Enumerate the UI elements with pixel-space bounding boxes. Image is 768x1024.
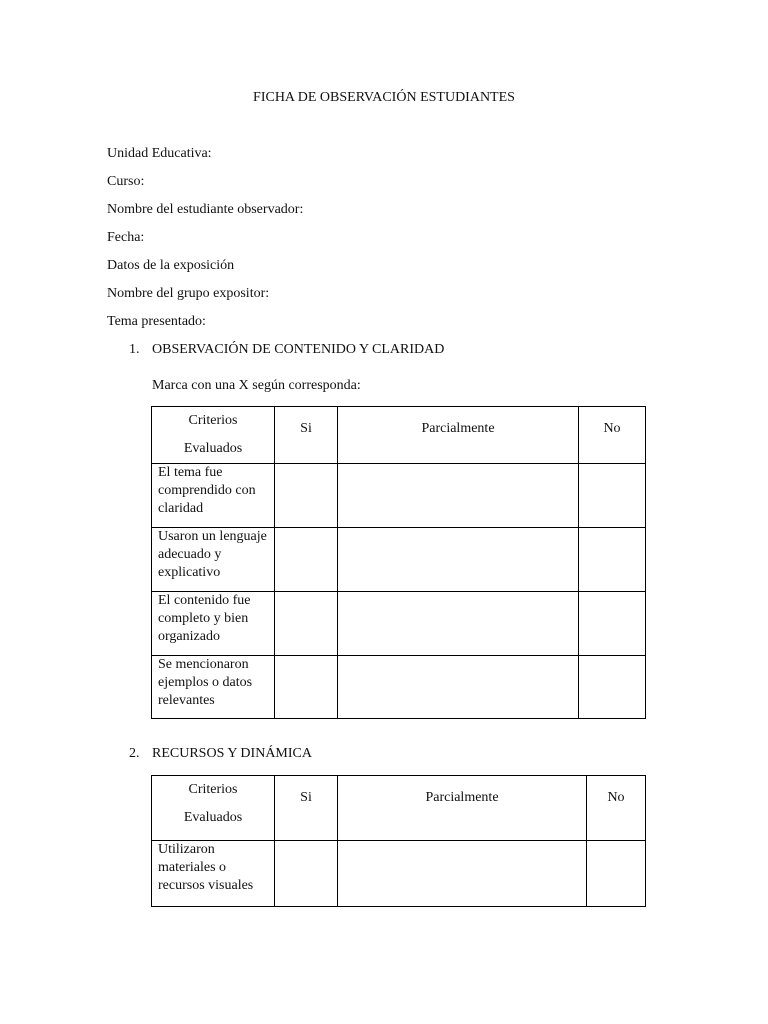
cell-no[interactable]	[579, 464, 646, 528]
section-1-table	[151, 406, 646, 719]
criterion-label: Usaron un lenguaje adecuado y explicativo	[152, 528, 275, 592]
header-si: Si	[275, 407, 338, 464]
field-grupo-expositor: Nombre del grupo expositor:	[107, 286, 270, 301]
table-header-row	[152, 776, 646, 841]
header-criterios-line2: Evaluados	[183, 441, 243, 456]
header-parcialmente: Parcialmente	[338, 407, 579, 464]
section-2-heading	[129, 746, 312, 762]
cell-parcialmente[interactable]	[338, 528, 579, 592]
table-row	[152, 656, 646, 719]
cell-parcialmente[interactable]	[338, 592, 579, 656]
section-2-number: 2.	[129, 746, 140, 761]
header-parcialmente: Parcialmente	[338, 776, 587, 841]
section-1-number: 1.	[129, 342, 140, 357]
field-curso: Curso:	[107, 174, 145, 189]
criterion-label: El contenido fue completo y bien organizado	[152, 592, 275, 656]
section-1-title: OBSERVACIÓN DE CONTENIDO Y CLARIDAD	[152, 342, 445, 357]
cell-parcialmente[interactable]	[338, 841, 587, 907]
header-criterios	[152, 776, 275, 841]
cell-parcialmente[interactable]	[338, 656, 579, 719]
section-2-title: RECURSOS Y DINÁMICA	[152, 746, 312, 761]
table-row	[152, 464, 646, 528]
section-1-heading	[129, 342, 444, 358]
section-1-instruction: Marca con una X según corresponda:	[152, 378, 361, 393]
table-header-row	[152, 407, 646, 464]
header-no: No	[579, 407, 646, 464]
field-fecha: Fecha:	[107, 230, 145, 245]
header-si: Si	[275, 776, 338, 841]
header-criterios-line1: Criterios	[188, 413, 238, 428]
criterion-label: Utilizaron materiales o recursos visuales	[152, 841, 275, 907]
table-row	[152, 592, 646, 656]
criterion-label: El tema fue comprendido con claridad	[152, 464, 275, 528]
header-criterios-line2: Evaluados	[183, 810, 243, 825]
cell-no[interactable]	[579, 592, 646, 656]
table-row	[152, 528, 646, 592]
cell-no[interactable]	[579, 656, 646, 719]
header-criterios-line1: Criterios	[188, 782, 238, 797]
cell-si[interactable]	[275, 841, 338, 907]
field-tema-presentado: Tema presentado:	[107, 314, 206, 329]
table-row	[152, 841, 646, 907]
field-datos-exposicion: Datos de la exposición	[107, 258, 235, 273]
criterion-label: Se mencionaron ejemplos o datos relevantes	[152, 656, 275, 719]
cell-si[interactable]	[275, 656, 338, 719]
field-nombre-observador: Nombre del estudiante observador:	[107, 202, 304, 217]
cell-parcialmente[interactable]	[338, 464, 579, 528]
field-unidad-educativa: Unidad Educativa:	[107, 146, 212, 161]
section-2-table	[151, 775, 646, 907]
cell-si[interactable]	[275, 464, 338, 528]
cell-no[interactable]	[587, 841, 646, 907]
cell-si[interactable]	[275, 528, 338, 592]
cell-si[interactable]	[275, 592, 338, 656]
header-no: No	[587, 776, 646, 841]
document-title: FICHA DE OBSERVACIÓN ESTUDIANTES	[253, 90, 515, 105]
cell-no[interactable]	[579, 528, 646, 592]
header-criterios	[152, 407, 275, 464]
